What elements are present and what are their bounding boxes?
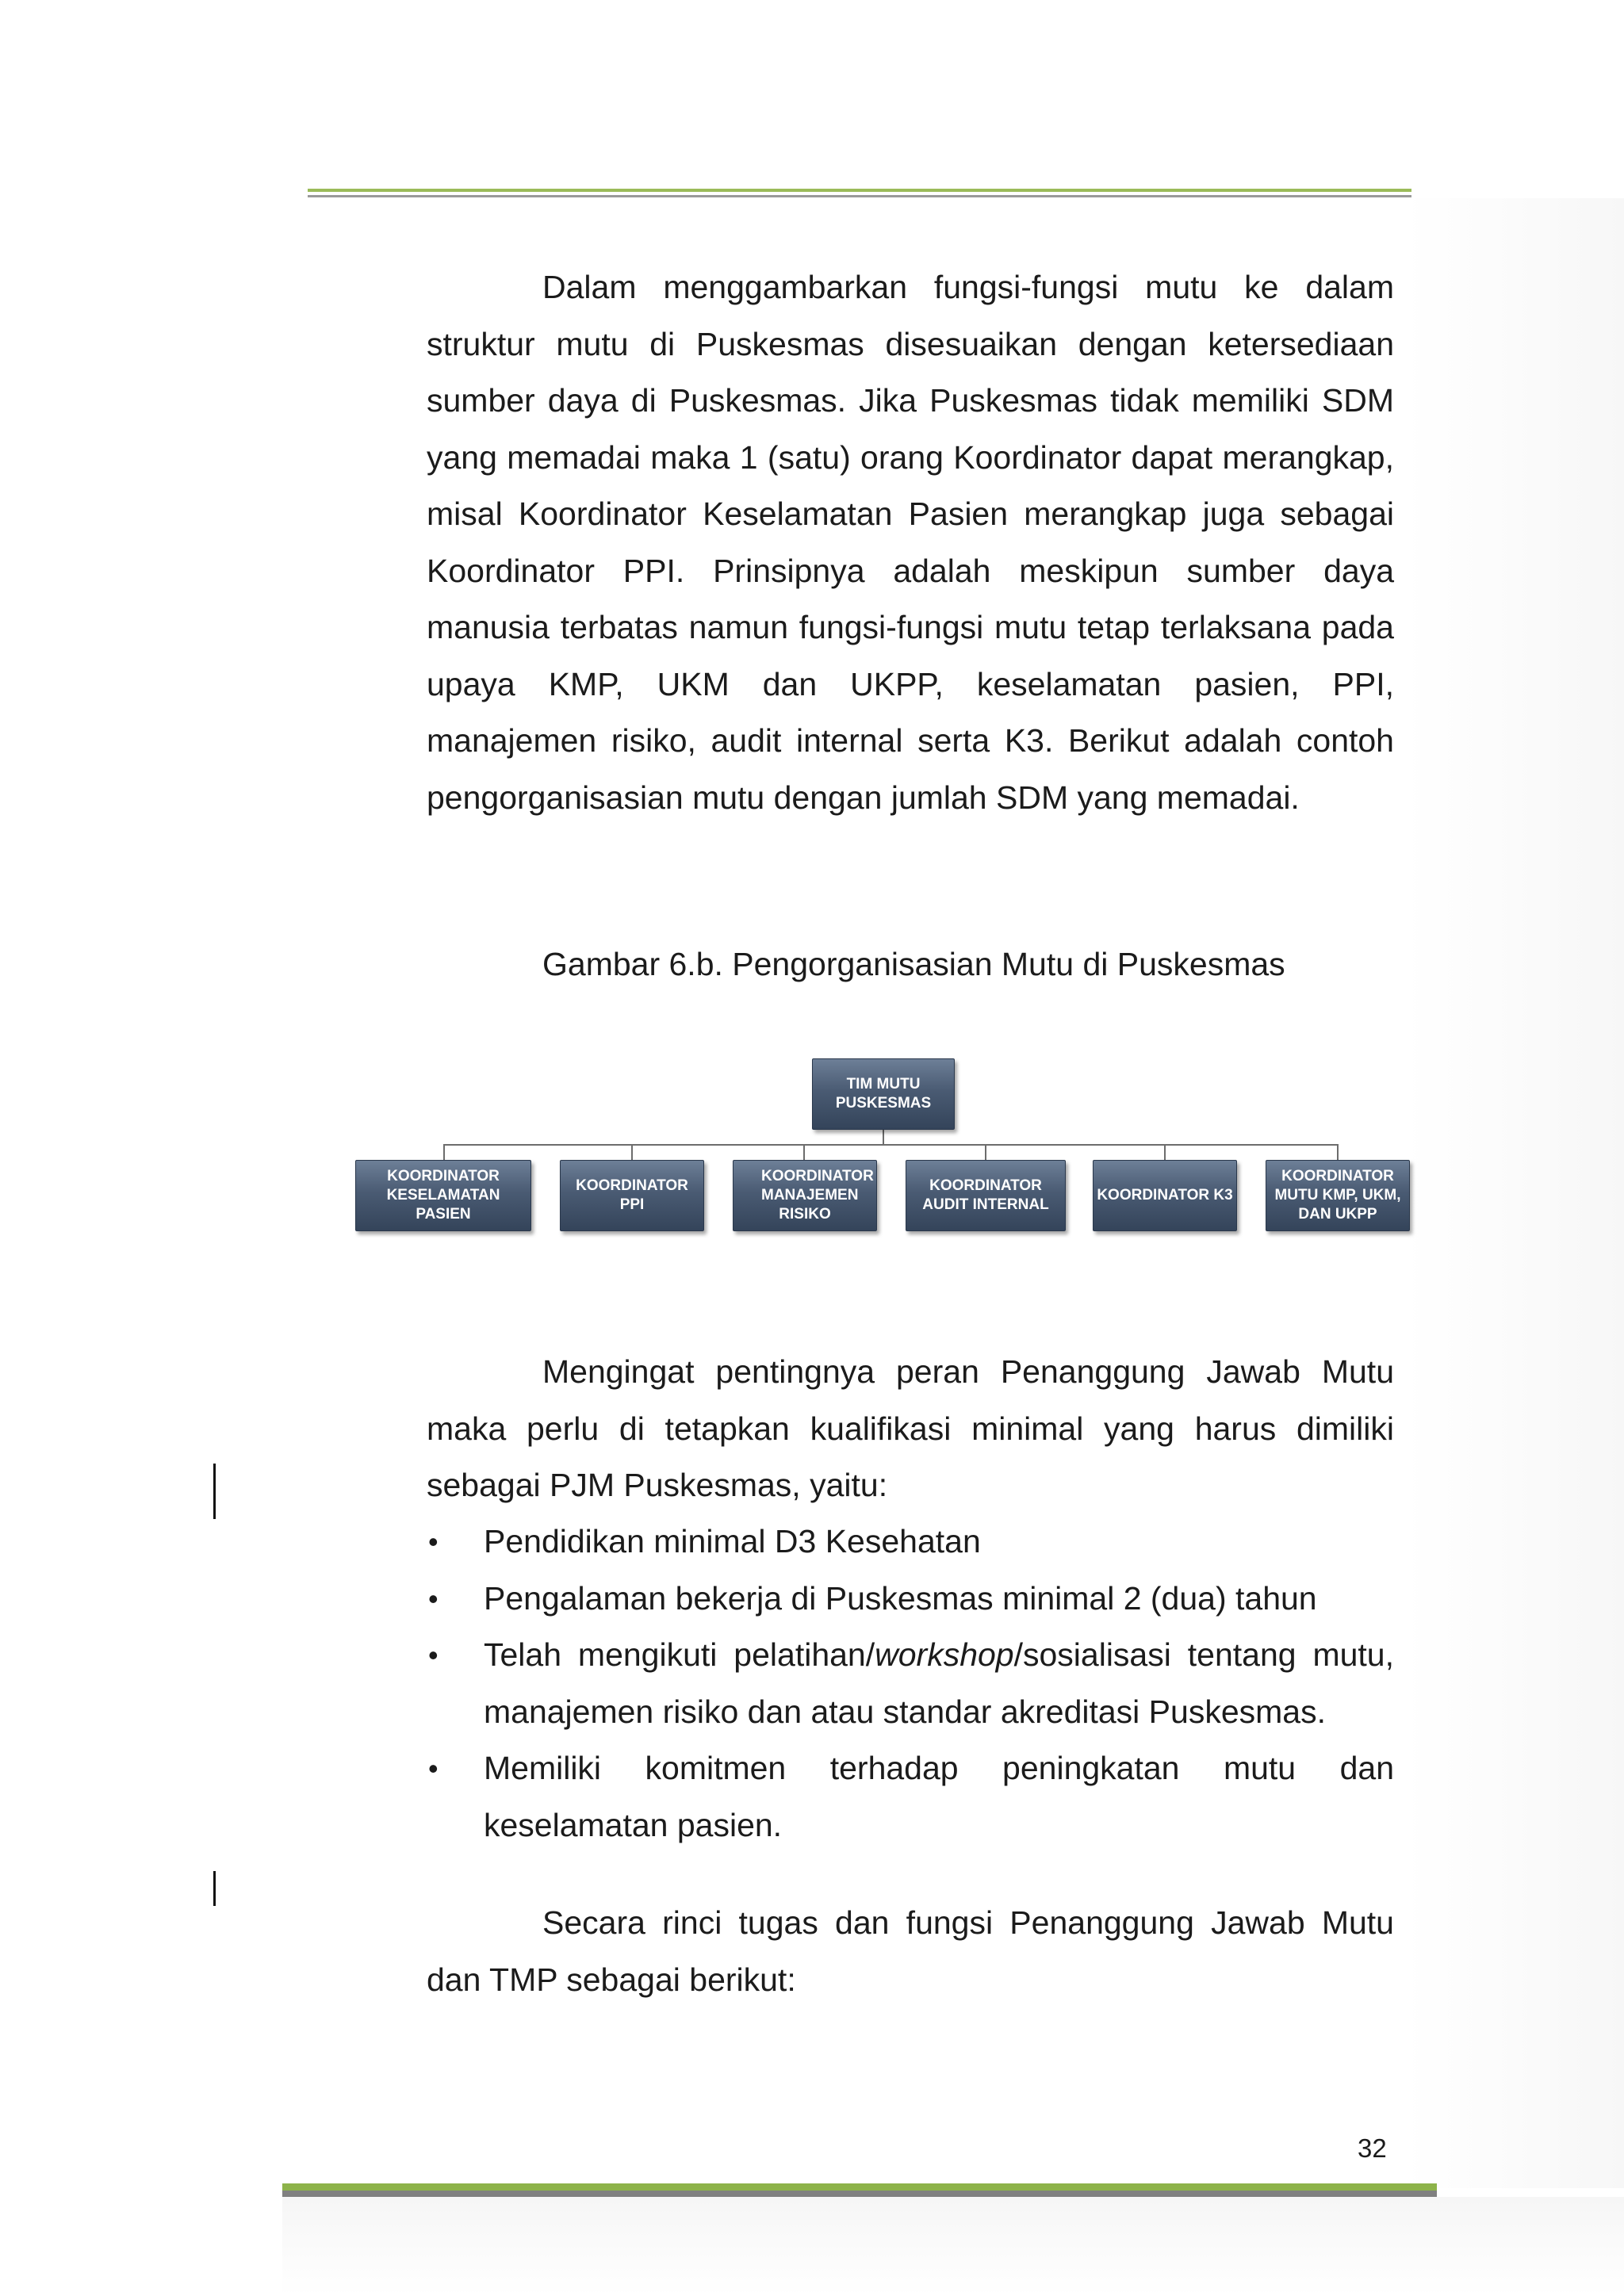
closing-paragraph [427,1895,1394,2008]
list-item-italic-text: workshop [875,1636,1014,1673]
org-node-label: KOORDINATOR KESELAMATAN PASIEN [386,1168,500,1223]
connector-child [1164,1144,1166,1161]
list-item [427,1740,1394,1854]
org-node-k3 [1093,1160,1237,1231]
list-item [427,1571,1394,1628]
connector-root [883,1130,884,1146]
page-shadow-bottom [282,2197,1624,2296]
change-bar [213,1464,216,1519]
org-node-ppi [560,1160,704,1231]
bullet-icon: • [428,1582,439,1615]
connector-child [1337,1144,1339,1161]
paragraph-text: Secara rinci tugas dan fungsi Penanggung Jawab Mutu dan TMP sebagai berikut: [427,1904,1394,1998]
list-item-text: Pendidikan minimal D3 Kesehatan [484,1523,981,1559]
footer-rule-gray [282,2191,1437,2197]
list-item [427,1513,1394,1571]
qualification-list [427,1513,1394,1854]
org-node-label: KOORDINATOR AUDIT INTERNAL [922,1177,1049,1213]
org-node-manajemen-risiko [733,1160,877,1231]
org-node-tim-mutu [812,1058,955,1130]
list-item-text-part: /sosialisasi tentang mutu, manajemen risiko dan atau standar akreditasi Puskesmas. [484,1636,1394,1730]
list-item-text: Pengalaman bekerja di Puskesmas minimal 2 (dua) tahun [484,1579,1317,1617]
paragraph-text: Dalam menggambarkan fungsi-fungsi mutu ke dalam struktur mutu di Puskesmas disesuaikan dengan ketersediaan sumber daya di Puskesmas. Jika Puskesmas tidak memiliki SDM yang memadai maka 1 (satu) orang Koordinator dapat merangkap, misal Koordinator Keselamatan Pasien merangkap juga sebagai Koordinator PPI. Prinsipnya adalah meskipun sumber daya manusia terbatas namun fungsi-fungsi mutu tetap terlaksana pada upaya KMP, UKM dan UKPP, keselamatan pasien, PPI, manajemen risiko, audit internal serta K3. Berikut adalah contoh pengorganisasian mutu dengan jumlah SDM yang memadai. [427,269,1394,816]
connector-child [985,1144,986,1161]
org-node-label: KOORDINATOR PPI [576,1177,688,1213]
org-node-audit-internal [906,1160,1066,1231]
page-shadow-right [1405,198,1624,2188]
org-node-keselamatan-pasien [355,1160,531,1231]
intro-paragraph [427,259,1394,826]
list-item-text [484,1636,1394,1730]
connector-horizontal [443,1144,1339,1146]
footer-rule-green [282,2183,1437,2191]
list-item-text: Memiliki komitmen terhadap peningkatan mutu dan keselamatan pasien. [484,1750,1394,1843]
qualification-paragraph [427,1344,1394,1514]
org-node-label: KOORDINATOR MUTU KMP, UKM, DAN UKPP [1274,1168,1401,1223]
connector-child [803,1144,805,1161]
org-node-label: KOORDINATOR K3 [1097,1187,1233,1203]
header-rule-gray [308,195,1411,197]
header-rule-green [308,189,1411,192]
org-node-label: TIM MUTU PUSKESMAS [835,1076,932,1112]
bullet-icon: • [428,1752,439,1785]
list-item-text-part: Telah mengikuti pelatihan/ [484,1636,875,1673]
org-node-mutu-kmp [1266,1160,1410,1231]
list-item [427,1627,1394,1740]
bullet-icon: • [428,1525,439,1558]
page-number: 32 [1358,2133,1387,2163]
connector-child [631,1144,633,1161]
paragraph-text: Mengingat pentingnya peran Penanggung Jawab Mutu maka perlu di tetapkan kualifikasi minimal yang harus dimiliki sebagai PJM Puskesmas, yaitu: [427,1353,1394,1503]
connector-child [443,1144,445,1161]
change-bar [213,1871,216,1906]
org-node-label: KOORDINATOR MANAJEMEN RISIKO [761,1168,874,1223]
bullet-icon: • [428,1639,439,1671]
figure-caption: Gambar 6.b. Pengorganisasian Mutu di Puskesmas [542,946,1285,982]
